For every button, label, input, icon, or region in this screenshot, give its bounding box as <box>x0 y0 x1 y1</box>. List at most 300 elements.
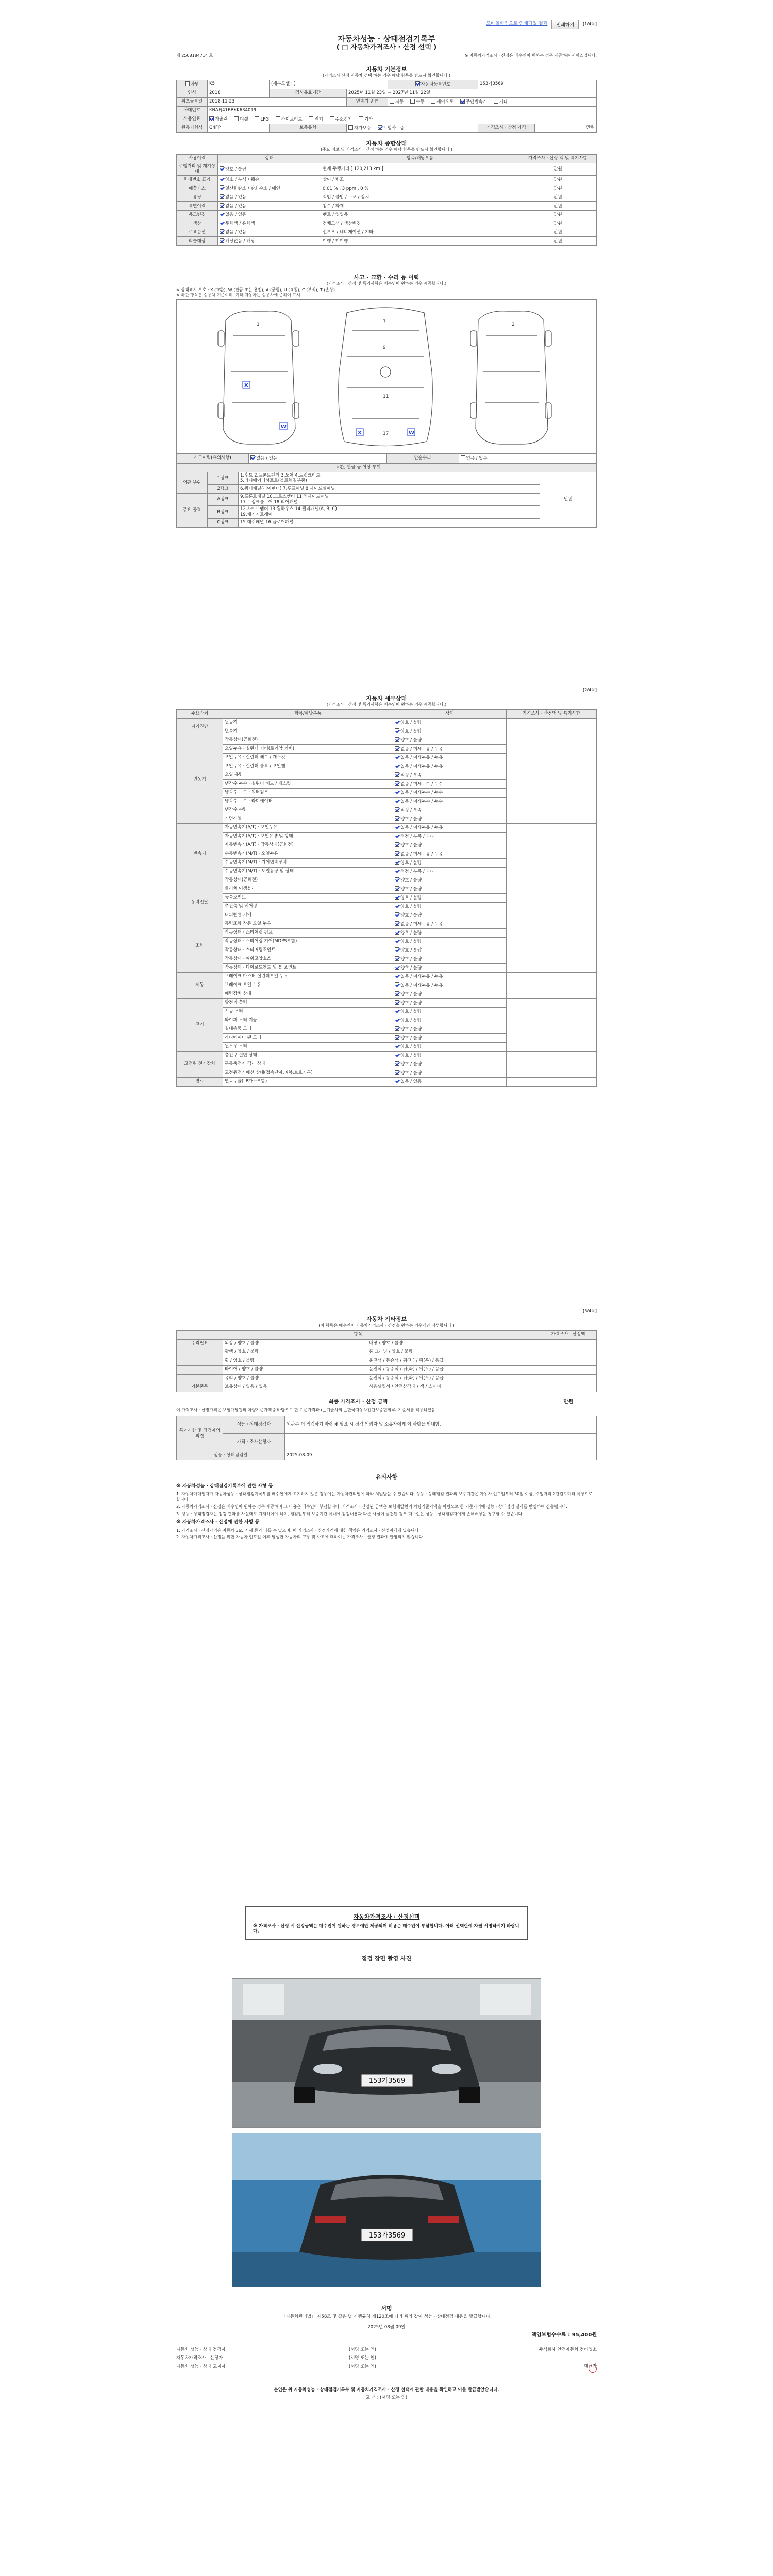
detail-state-text: 양호 / 불량 <box>400 1070 422 1076</box>
notice-paragraph: 3. 성능 · 상태점검자는 점검 결과를 사실대로 기재하여야 하며, 점검일부터 보증기간 이내에 점검내용과 다른 사실이 발견된 경우 매수인은 성능 · 상태점검자에게 손해배상을 청구할 수 있습니다. <box>176 1511 524 1516</box>
detail-state-text: 적정 / 부족 <box>400 807 422 813</box>
status-label: 차대번호 표기 <box>177 176 218 184</box>
signer-note: (서명 또는 인) <box>348 2347 376 2352</box>
rank-a: A랭크 <box>208 494 239 506</box>
checkbox-icon <box>494 99 498 104</box>
status-state <box>218 163 321 175</box>
status-state-text: 무채색 / 유채색 <box>225 221 255 227</box>
status-price: 만원 <box>519 202 597 211</box>
main-parts-b-text: 12.사이드멤버 13.휠하우스 14.필러패널(A, B, C) <box>240 506 337 512</box>
notice-section <box>176 1471 597 1540</box>
car-name: K5 <box>208 80 270 89</box>
detail-state <box>393 937 507 946</box>
fuel-options <box>208 115 597 124</box>
inspection-date: 2025-08-09 <box>285 1451 597 1460</box>
detail-state-text: 없음 / 미세누유 / 누유 <box>400 755 443 760</box>
check-icon <box>395 939 399 943</box>
check-icon <box>395 851 399 856</box>
status-header-history: 사용이력 <box>177 154 218 163</box>
opinion-header <box>176 1399 597 1406</box>
status-item: 적법 / 불법 / 구조 / 장치 <box>321 193 519 202</box>
check-icon <box>395 886 399 891</box>
check-icon <box>395 947 399 952</box>
transmission-cvt: 무단변속기 <box>465 99 487 105</box>
fuel-hydrogen: 수소전기 <box>335 116 352 122</box>
notice-heading-2: ※ 자동차가격조사 · 산정에 관한 사항 등 <box>176 1520 260 1526</box>
plate-text: 153가3569 <box>368 2232 406 2240</box>
detail-state <box>393 1060 507 1069</box>
check-icon <box>395 834 399 838</box>
check-icon <box>395 737 399 742</box>
inspection-photo-rear <box>232 2133 541 2287</box>
table-row <box>177 193 597 202</box>
checkbox-icon <box>276 116 280 121</box>
check-icon <box>395 807 399 812</box>
detail-item: 작동상태 · 스티어링조인트 <box>223 946 393 955</box>
detail-price <box>507 823 597 885</box>
status-price: 만원 <box>519 176 597 184</box>
status-item: 상이 / 변조 <box>321 176 519 184</box>
signer-label: 자동차 성능 · 상태 점검자 <box>176 2347 226 2352</box>
detail-state <box>393 718 507 727</box>
detail-state-text: 적정 / 부족 <box>400 772 422 778</box>
detail-state-text: 양호 / 불량 <box>400 956 422 962</box>
reg-no-label <box>388 80 478 89</box>
detail-item: 냉각수 누수 · 워터펌프 <box>223 788 393 797</box>
part-number: 17 <box>383 431 389 436</box>
mobile-view-link[interactable]: 모바일화면으로 인쇄되었 결과 <box>486 21 548 27</box>
check-icon <box>415 81 420 86</box>
check-icon <box>395 790 399 794</box>
status-item: 선루프 / 네비게이션 / 기타 <box>321 228 519 237</box>
detail-state <box>393 1016 507 1025</box>
inspect-label: 검사유효기간 <box>270 89 347 97</box>
status-header-state: 상태 <box>218 154 321 163</box>
status-state-text: 없음 / 있음 <box>225 195 247 200</box>
special-inspector-text: 외관은 더 점검하기 바람 ※ 필요 시 점검 의뢰자 및 소유자에게 이 사항을 안내함. <box>285 1416 597 1434</box>
status-state-text: 없음 / 있음 <box>225 204 247 209</box>
detail-state <box>393 972 507 981</box>
detail-state-text: 양호 / 불량 <box>400 860 422 866</box>
basic-info-table <box>176 80 597 133</box>
other-header-item: 항목 <box>177 1330 540 1339</box>
detail-item: 자동변속기(A/T) · 작동상태(공회전) <box>223 841 393 850</box>
status-state-text: 없음 / 있음 <box>225 212 247 218</box>
other-item-a: 타이어 / 양호 / 불량 <box>223 1365 367 1374</box>
table-row <box>177 1051 597 1060</box>
detail-item: 작동상태 · 타이로드엔드 및 볼 조인트 <box>223 963 393 972</box>
check-icon <box>395 772 399 777</box>
detail-item: 냉각수 누수 · 라디에이터 <box>223 797 393 806</box>
main-parts-a <box>239 494 540 506</box>
detail-state <box>393 832 507 841</box>
detail-item: 냉각수 누수 · 실린더 헤드 / 개스킷 <box>223 779 393 788</box>
detail-state <box>393 806 507 815</box>
detail-state <box>393 990 507 998</box>
page-2 <box>176 688 597 1280</box>
check-icon <box>220 221 224 225</box>
signature-text: 「자동차관리법」 제58조 및 같은 법 시행규칙 제120조에 따라 위와 같이 성능 · 상태점검 내용을 발급합니다. <box>281 2314 492 2319</box>
detail-state <box>393 815 507 823</box>
price-unit: 만원 <box>534 124 596 132</box>
table-row <box>177 823 597 832</box>
status-label: 리콜대상 <box>177 237 218 246</box>
detail-state <box>393 920 507 928</box>
issue-note: ※ 자동차가격조사 · 산정은 매수인이 원하는 경우 제공하는 서비스입니다. <box>464 53 597 58</box>
detail-item: 동력조향 작동 오일 누유 <box>223 920 393 928</box>
status-item: 전체도색 / 색상변경 <box>321 219 519 228</box>
detail-item: 발전기 출력 <box>223 998 393 1007</box>
inspection-photo-front <box>232 1978 541 2128</box>
detail-item: 작동상태 · 스티어링 기어(MDPS포함) <box>223 937 393 946</box>
detail-item: 구동축전지 격리 상태 <box>223 1060 393 1069</box>
other-item-b: 운전석 / 동승석 / 뒤(좌) / 뒤(우) / 응급 <box>367 1374 540 1383</box>
detail-state-text: 적정 / 부족 / 과다 <box>400 834 434 839</box>
rank-2: 2랭크 <box>208 485 239 494</box>
check-icon <box>395 720 399 724</box>
reg-no: 153가3569 <box>478 80 596 89</box>
checkbox-icon <box>255 116 259 121</box>
repair-text: 없음 / 있음 <box>466 455 488 461</box>
signer-label: 자동차 성능 · 상태 고지자 <box>176 2364 226 2369</box>
status-price: 만원 <box>519 163 597 175</box>
detail-state <box>393 885 507 893</box>
special-label: 특기사항 및 점검자의 의견 <box>177 1416 223 1451</box>
detail-item: 원동기 <box>223 718 393 727</box>
detail-state <box>393 744 507 753</box>
status-state-text: 양호 / 부식 / 훼손 <box>225 177 259 183</box>
detail-state-text: 양호 / 불량 <box>400 816 422 822</box>
status-table <box>176 154 597 246</box>
opinion-unit: 만원 <box>563 1399 574 1405</box>
detail-group: 제동 <box>177 972 223 998</box>
basic-info-note: (가격조사·산정 자동차 선택 하는 경우 해당 항목을 반드시 확인합니다.) <box>322 73 451 78</box>
detail-header-state: 상태 <box>393 709 507 718</box>
page-tag: [1/4쪽] <box>583 22 597 26</box>
fuel-etc: 기타 <box>364 116 373 122</box>
accident-legend-2: ※ 하단 항목은 승용차 기준이며, 기타 자동차는 승용차에 준하여 표시 <box>176 292 300 297</box>
checkbox-icon <box>330 116 334 121</box>
check-icon <box>220 238 224 243</box>
other-item-a: 광택 / 양호 / 불량 <box>223 1348 367 1357</box>
plate-text: 153가3569 <box>368 2077 406 2085</box>
first-reg-label: 최초등록일 <box>177 97 208 106</box>
check-icon <box>395 869 399 873</box>
check-icon <box>395 982 399 987</box>
signature-footer: 본인은 위 자동차성능 · 상태점검기록부 및 자동차가격조사 · 산정 선택에 관한 내용을 확인하고 이를 발급받았습니다. <box>176 2384 597 2393</box>
status-section <box>176 138 597 246</box>
other-item-a: 외장 / 양호 / 불량 <box>223 1339 367 1348</box>
other-group <box>177 1365 223 1374</box>
damage-mark: X <box>244 382 248 388</box>
detail-group: 원동기 <box>177 736 223 823</box>
status-state <box>218 237 321 246</box>
table-row <box>177 736 597 744</box>
signer-label: 자동차가격조사 · 산정자 <box>176 2355 223 2361</box>
inspect-value: 2025년 11월 23일 ~ 2027년 11월 22일 <box>347 89 597 97</box>
detail-state-text: 없음 / 미세누유 / 누유 <box>400 746 443 752</box>
other-item-a: 유리 / 양호 / 불량 <box>223 1374 367 1383</box>
main-parts-b <box>239 506 540 518</box>
fuel-hybrid: 하이브리드 <box>281 116 303 122</box>
table-row <box>177 1339 597 1348</box>
check-icon <box>395 860 399 865</box>
other-group <box>177 1357 223 1365</box>
detail-state-text: 없음 / 미세누유 / 누유 <box>400 825 443 831</box>
detail-state-text: 양호 / 불량 <box>400 947 422 953</box>
status-state <box>218 184 321 193</box>
consent-box <box>245 1906 528 1940</box>
fuel-electric: 전기 <box>314 116 323 122</box>
status-header-item: 항목/해당부품 <box>321 154 519 163</box>
detail-title: 자동차 세부상태 <box>366 695 407 702</box>
detail-header-item: 항목/해당부품 <box>223 709 393 718</box>
detail-item: 자동변속기(A/T) · 오일누유 <box>223 823 393 832</box>
table-row <box>177 1357 597 1365</box>
vin-label: 차대번호 <box>177 106 208 115</box>
transmission-etc: 기타 <box>499 99 508 105</box>
table-row <box>177 998 597 1007</box>
check-icon <box>395 921 399 926</box>
print-button[interactable]: 인쇄하기 <box>551 20 579 29</box>
accident-summary-text: 없음 / 있음 <box>256 455 278 461</box>
status-state <box>218 202 321 211</box>
status-state <box>218 176 321 184</box>
detail-item: 충전구 절연 상태 <box>223 1051 393 1060</box>
table-row <box>177 920 597 928</box>
other-group: 기본품목 <box>177 1383 223 1392</box>
check-icon <box>395 816 399 821</box>
accident-summary-label: 사고이력(유의사항) <box>177 454 249 463</box>
status-label: 주요옵션 <box>177 228 218 237</box>
check-icon <box>220 185 224 190</box>
detail-state-text: 양호 / 불량 <box>400 930 422 936</box>
table-row <box>177 211 597 219</box>
transmission-label: 변속기 종류 <box>347 97 388 106</box>
detail-state-text: 양호 / 불량 <box>400 842 422 848</box>
detail-item: 작동상태 · 파워고압호스 <box>223 955 393 963</box>
check-icon <box>395 1026 399 1031</box>
detail-item: 오일누유 · 실린더 커버(로커암 커버) <box>223 744 393 753</box>
special-table <box>176 1416 597 1460</box>
table-row <box>177 1348 597 1357</box>
main-parts-a-text: 9.프론트패널 10.크로스멤버 11.인사이드패널 <box>240 494 329 499</box>
parts-price: 만원 <box>540 472 597 527</box>
detail-item: 윈도우 모터 <box>223 1042 393 1051</box>
basic-info-title: 자동차 기본정보 <box>366 66 407 73</box>
rank-c: C랭크 <box>208 518 239 527</box>
status-price: 만원 <box>519 237 597 246</box>
notice-paragraph: 2. 자동차가격조사 · 산정은 매수인이 원하는 경우 제공하며 그 비용은 매수인이 부담합니다. 가격조사 · 산정된 금액은 보험개발원의 차량기준가액을 바탕으로 한 기준가격에 성능 · 상태점검 결과를 반영하여 산출됩니다. <box>176 1504 567 1509</box>
other-price <box>540 1339 597 1348</box>
detail-group: 변속기 <box>177 823 223 885</box>
outer-parts-3: 6.쿼터패널(리어펜더) 7.루프패널 8.사이드실패널 <box>239 485 540 494</box>
other-note: (이 항목은 매수인이 자동차가격조사 · 산정을 원하는 경우에만 작성합니다.) <box>318 1323 455 1328</box>
detail-item: 등속조인트 <box>223 893 393 902</box>
check-icon <box>395 781 399 786</box>
detail-item: 실내송풍 모터 <box>223 1025 393 1033</box>
part-number: 7 <box>383 319 386 325</box>
status-price: 만원 <box>519 211 597 219</box>
basic-info-section <box>176 64 597 133</box>
checkbox-icon <box>309 116 313 121</box>
status-label: 배출가스 <box>177 184 218 193</box>
check-icon <box>395 1000 399 1005</box>
notice-paragraph: 1. 가격조사 · 산정가격은 자동차 365 시세 등과 다를 수 있으며, 이 가격조사 · 산정가격에 대한 책임은 가격조사 · 산정자에게 있습니다. <box>176 1528 420 1533</box>
receiver: 고 객 : (서명 또는 인) <box>365 2395 408 2400</box>
detail-group: 연료 <box>177 1077 223 1086</box>
warranty-options <box>347 124 478 132</box>
detail-item: 커먼레일 <box>223 815 393 823</box>
check-icon <box>220 177 224 181</box>
inspection-date-label: 성능 · 상태점검일 <box>177 1451 285 1460</box>
status-label: 용도변경 <box>177 211 218 219</box>
accident-section <box>176 272 597 528</box>
vin: KNAFJ41BBKK634019 <box>208 106 597 115</box>
fuel-lpg: LPG <box>260 116 269 122</box>
part-number: 2 <box>512 321 515 327</box>
table-row <box>177 885 597 893</box>
detail-state <box>393 893 507 902</box>
detail-item: 수동변속기(M/T) · 기어변속장치 <box>223 858 393 867</box>
print-toolbar <box>486 19 597 30</box>
car-diagram-svg <box>177 300 596 453</box>
detail-group: 자기진단 <box>177 718 223 736</box>
detail-state-text: 양호 / 불량 <box>400 1018 422 1023</box>
status-item: 이행 / 미이행 <box>321 237 519 246</box>
table-row <box>177 228 597 237</box>
fuel-diesel: 디젤 <box>240 116 248 122</box>
detail-state <box>393 727 507 736</box>
check-icon <box>395 895 399 900</box>
reg-no-label-text: 자동차등록번호 <box>421 81 451 87</box>
outer-parts-1-text: 1.후드 2.프론트펜더 3.도어 4.트렁크리드 <box>240 472 321 478</box>
checkbox-icon <box>410 99 415 104</box>
other-item-b: 사용설명서 / 안전삼각대 / 잭 / 스패너 <box>367 1383 540 1392</box>
other-price <box>540 1383 597 1392</box>
detail-state <box>393 850 507 858</box>
issue-number: 제 2508184714 호 <box>176 53 213 58</box>
detail-item: 디퍼렌셜 기어 <box>223 911 393 920</box>
rank-main: 주요 골격 <box>177 494 208 528</box>
detail-item: 배력장치 상태 <box>223 990 393 998</box>
check-icon <box>395 1061 399 1066</box>
main-parts-b2-text: 19.패키지트레이 <box>240 512 273 517</box>
status-label: 주행거리 및 계기상태 <box>177 163 218 175</box>
doc-subtitle: ( □ 자동차가격조사 · 산정 선택 ) <box>336 43 437 52</box>
check-icon <box>250 455 255 460</box>
detail-header-price: 가격조사 · 산정액 및 특기사항 <box>507 709 597 718</box>
detail-state-text: 양호 / 불량 <box>400 728 422 734</box>
check-icon <box>395 755 399 759</box>
detail-price <box>507 998 597 1051</box>
detail-state <box>393 753 507 762</box>
transmission-auto: 자동 <box>395 99 404 105</box>
signature-section <box>176 2303 597 2401</box>
accident-title: 사고 · 교환 · 수리 등 이력 <box>354 274 419 281</box>
detail-state-text: 양호 / 불량 <box>400 1026 422 1032</box>
detail-state <box>393 1042 507 1051</box>
detail-state <box>393 1025 507 1033</box>
detail-state <box>393 1069 507 1077</box>
check-icon <box>395 1053 399 1057</box>
repair-value <box>459 454 597 463</box>
opinion-text: 이 가격조사 · 산정가격은 보험개발원의 차량기준가액을 바탕으로 한 기준가격과 (□기술사회 □한국자동차진단보증협회)의 기준서를 적용하였음. <box>176 1408 437 1413</box>
status-item: 현재 주행거리 [ 120,213 km ] <box>321 163 519 175</box>
signature-title: 서명 <box>381 2305 392 2312</box>
detail-item: 추진축 및 베어링 <box>223 902 393 911</box>
year-label: 연식 <box>177 89 208 97</box>
detail-item: 클러치 어셈블리 <box>223 885 393 893</box>
main-parts-c: 15.대쉬패널 16.플로어패널 <box>239 518 540 527</box>
status-label: 색상 <box>177 219 218 228</box>
price-label: 가격조사 · 산정 가격 <box>478 124 534 132</box>
checkbox-icon <box>185 81 190 86</box>
part-number: 11 <box>383 394 389 399</box>
first-reg: 2018-11-23 <box>208 97 347 106</box>
detail-state-text: 적정 / 부족 / 과다 <box>400 869 434 874</box>
table-row <box>177 176 597 184</box>
table-row <box>177 202 597 211</box>
detail-state-text: 없음 / 미세누유 / 누유 <box>400 921 443 927</box>
table-row <box>177 718 597 727</box>
check-icon <box>395 1079 399 1083</box>
notice-paragraph: 2. 자동차가격조사 · 산정을 위한 자동차 인도일 이후 발생한 자동차의 고장 및 사고에 대하여는 가격조사 · 산정 결과에 반영되지 않습니다. <box>176 1535 424 1540</box>
detail-state-text: 양호 / 불량 <box>400 886 422 892</box>
car-name-label: 차명 <box>190 81 199 87</box>
special-appraiser-label: 가격 · 조사산정자 <box>223 1434 285 1451</box>
detail-state-text: 양호 / 불량 <box>400 895 422 901</box>
photo-title: 점검 장면 촬영 사진 <box>361 1955 412 1962</box>
check-icon <box>209 116 214 121</box>
check-icon <box>220 212 224 216</box>
doc-header <box>176 34 597 58</box>
check-icon <box>395 825 399 829</box>
rank-outer: 외판 부위 <box>177 472 208 493</box>
check-icon <box>460 99 465 104</box>
check-icon <box>220 166 224 171</box>
doc-title: 자동차성능 · 상태점검기록부 <box>337 34 436 43</box>
repair-label: 단순수리 <box>386 454 459 463</box>
detail-state-text: 양호 / 불량 <box>400 904 422 909</box>
detail-state <box>393 902 507 911</box>
detail-state <box>393 1007 507 1016</box>
detail-item: 수동변속기(M/T) · 오일누유 <box>223 850 393 858</box>
detail-state-text: 양호 / 불량 <box>400 1053 422 1058</box>
status-state <box>218 219 321 228</box>
rank-1: 1랭크 <box>208 472 239 484</box>
detail-state <box>393 788 507 797</box>
detail-item: 브레이크 마스터 실린더오일 누유 <box>223 972 393 981</box>
table-row <box>177 1383 597 1392</box>
damage-mark: W <box>281 423 287 430</box>
notice-paragraph: 1. 자동차매매업자가 자동차성능 · 상태점검기록부를 매수인에게 고지하지 않은 경우에는 자동차관리법에 따라 처벌받을 수 있습니다. 성능 · 상태점검 결과의 보증기간은 자동차 인도일부터 30일 이상, 주행거리 2천킬로미터 이상으로 합니다. <box>176 1492 593 1502</box>
table-row <box>177 1077 597 1086</box>
status-item: 침수 / 화재 <box>321 202 519 211</box>
check-icon <box>395 877 399 882</box>
detail-state <box>393 1033 507 1042</box>
consent-text: ※ 가격조사 · 산정 시 산정금액은 매수인이 원하는 경우에만 제공되며 비용은 매수인이 부담합니다. 아래 선택란에 자필 서명하시기 바랍니다. <box>253 1923 519 1935</box>
detail-state-text: 양호 / 불량 <box>400 877 422 883</box>
other-item-a: 휠 / 양호 / 불량 <box>223 1357 367 1365</box>
page-tag: [2/4쪽] <box>583 688 597 692</box>
main-parts-a2-text: 17.트렁크플로어 18.리어패널 <box>240 499 298 505</box>
detail-item: 오일누유 · 실린더 블록 / 오일팬 <box>223 762 393 771</box>
check-icon <box>395 799 399 803</box>
detail-state <box>393 771 507 779</box>
check-icon <box>378 125 382 130</box>
consent-title: 자동차가격조사 · 산정선택 <box>353 1913 420 1920</box>
